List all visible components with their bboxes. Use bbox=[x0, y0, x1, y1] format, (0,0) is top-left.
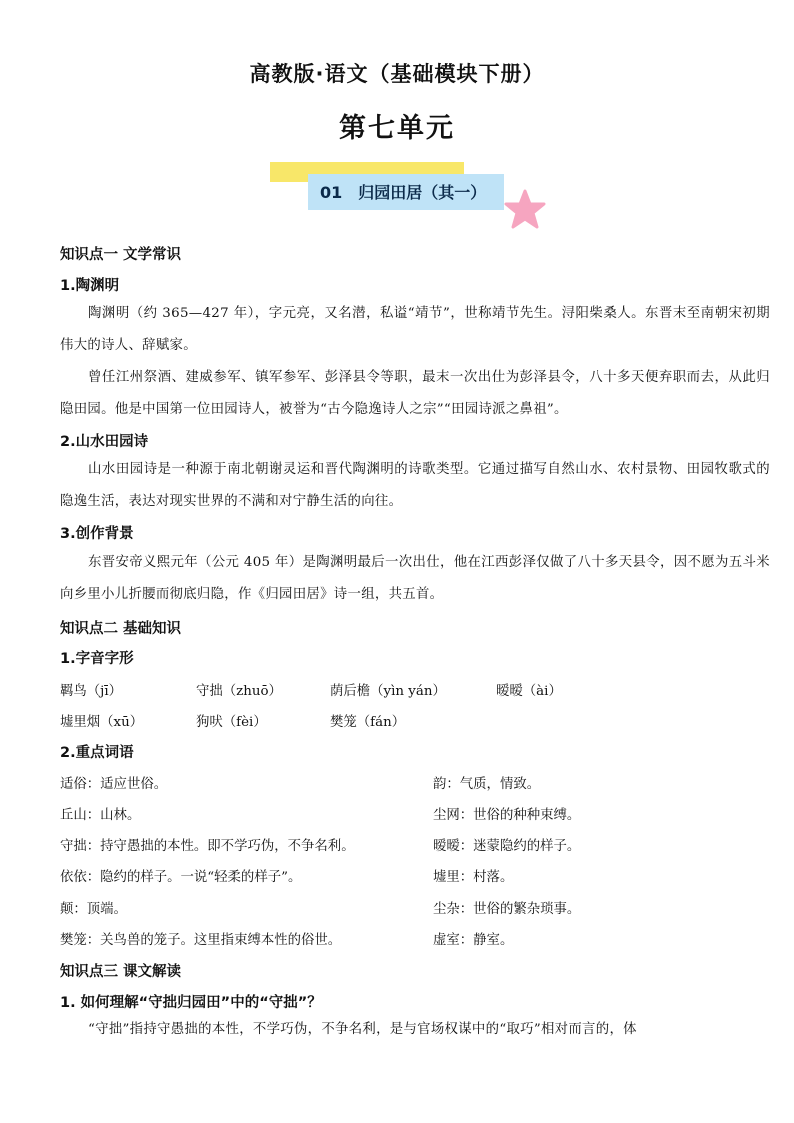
question-heading-shouzhuo: 1. 如何理解“守拙归园田”中的“守拙”？ bbox=[60, 995, 322, 1011]
pronunciation-item: 羁鸟（jī） bbox=[60, 684, 122, 699]
vocab-right-item: 尘网：世俗的种种束缚。 bbox=[433, 808, 581, 823]
vocab-left-item: 颠：顶端。 bbox=[60, 902, 127, 917]
subheading-background: 3.创作背景 bbox=[60, 526, 134, 542]
vocab-left-item: 适俗：适应世俗。 bbox=[60, 777, 168, 792]
pronunciation-item: 墟里烟（xū） bbox=[60, 715, 144, 730]
paragraph-pastoral-poetry: 山水田园诗是一种源于南北朝谢灵运和晋代陶渊明的诗歌类型。它通过描写自然山水、农村景物、田园牧歌式的隐逸生活，表达对现实世界的不满和对宁静生活的向往。 bbox=[60, 462, 770, 509]
vocab-right-item: 尘杂：世俗的繁杂琐事。 bbox=[433, 902, 581, 917]
subheading-tao-yuanming: 1.陶渊明 bbox=[60, 278, 120, 294]
pronunciation-item: 狗吠（fèi） bbox=[196, 715, 267, 730]
paragraph-tao-bio: 陶渊明（约 365—427 年），字元亮，又名潜，私谥“靖节”，世称靖节先生。浔阳柴桑人。东晋末至南朝宋初期伟大的诗人、辞赋家。 bbox=[60, 306, 770, 353]
subheading-pronunciation: 1.字音字形 bbox=[60, 651, 134, 667]
section-heading-basics: 知识点二 基础知识 bbox=[60, 621, 182, 637]
vocab-left-item: 樊笼：关鸟兽的笼子。这里指束缚本性的俗世。 bbox=[60, 933, 342, 948]
section-heading-literature: 知识点一 文学常识 bbox=[60, 247, 182, 263]
lesson-banner bbox=[270, 162, 560, 224]
section-heading-interpretation: 知识点三 课文解读 bbox=[60, 964, 182, 980]
vocab-right-item: 韵：气质，情致。 bbox=[433, 777, 541, 792]
vocab-left-item: 丘山：山林。 bbox=[60, 808, 141, 823]
vocab-left-item: 守拙：持守愚拙的本性。即不学巧伪，不争名利。 bbox=[60, 839, 355, 854]
vocab-right-item: 虚室：静室。 bbox=[433, 933, 514, 948]
pronunciation-item: 暧暧（ài） bbox=[496, 684, 562, 699]
paragraph-background: 东晋安帝义熙元年（公元 405 年）是陶渊明最后一次出仕，他在江西彭泽仅做了八十多天县令，因不愿为五斗米向乡里小儿折腰而彻底归隐，作《归园田居》诗一组，共五首。 bbox=[60, 555, 770, 602]
vocab-left-item: 依依：隐约的样子。一说“轻柔的样子”。 bbox=[60, 870, 302, 885]
star-icon bbox=[504, 188, 546, 230]
paragraph-tao-career: 曾任江州祭酒、建威参军、镇军参军、彭泽县令等职，最末一次出仕为彭泽县令，八十多天便弃职而去，从此归隐田园。他是中国第一位田园诗人，被誉为“古今隐逸诗人之宗”“田园诗派之鼻祖”。 bbox=[60, 370, 770, 417]
vocab-right-item: 墟里：村落。 bbox=[433, 870, 514, 885]
document-title: 高教版·语文（基础模块下册） bbox=[249, 62, 545, 86]
pronunciation-item: 守拙（zhuō） bbox=[196, 684, 282, 699]
vocab-right-item: 暧暧：迷蒙隐约的样子。 bbox=[433, 839, 581, 854]
pronunciation-item: 荫后檐（yìn yán） bbox=[330, 684, 446, 699]
paragraph-shouzhuo: “守拙”指持守愚拙的本性，不学巧伪，不争名利，是与官场权谋中的“取巧”相对而言的，体 bbox=[88, 1022, 637, 1037]
lesson-title: 01 归园田居（其一） bbox=[320, 183, 487, 202]
subheading-pastoral-poetry: 2.山水田园诗 bbox=[60, 434, 149, 450]
unit-title: 第七单元 bbox=[339, 113, 455, 144]
subheading-vocabulary: 2.重点词语 bbox=[60, 745, 134, 761]
pronunciation-item: 樊笼（fán） bbox=[330, 715, 406, 730]
